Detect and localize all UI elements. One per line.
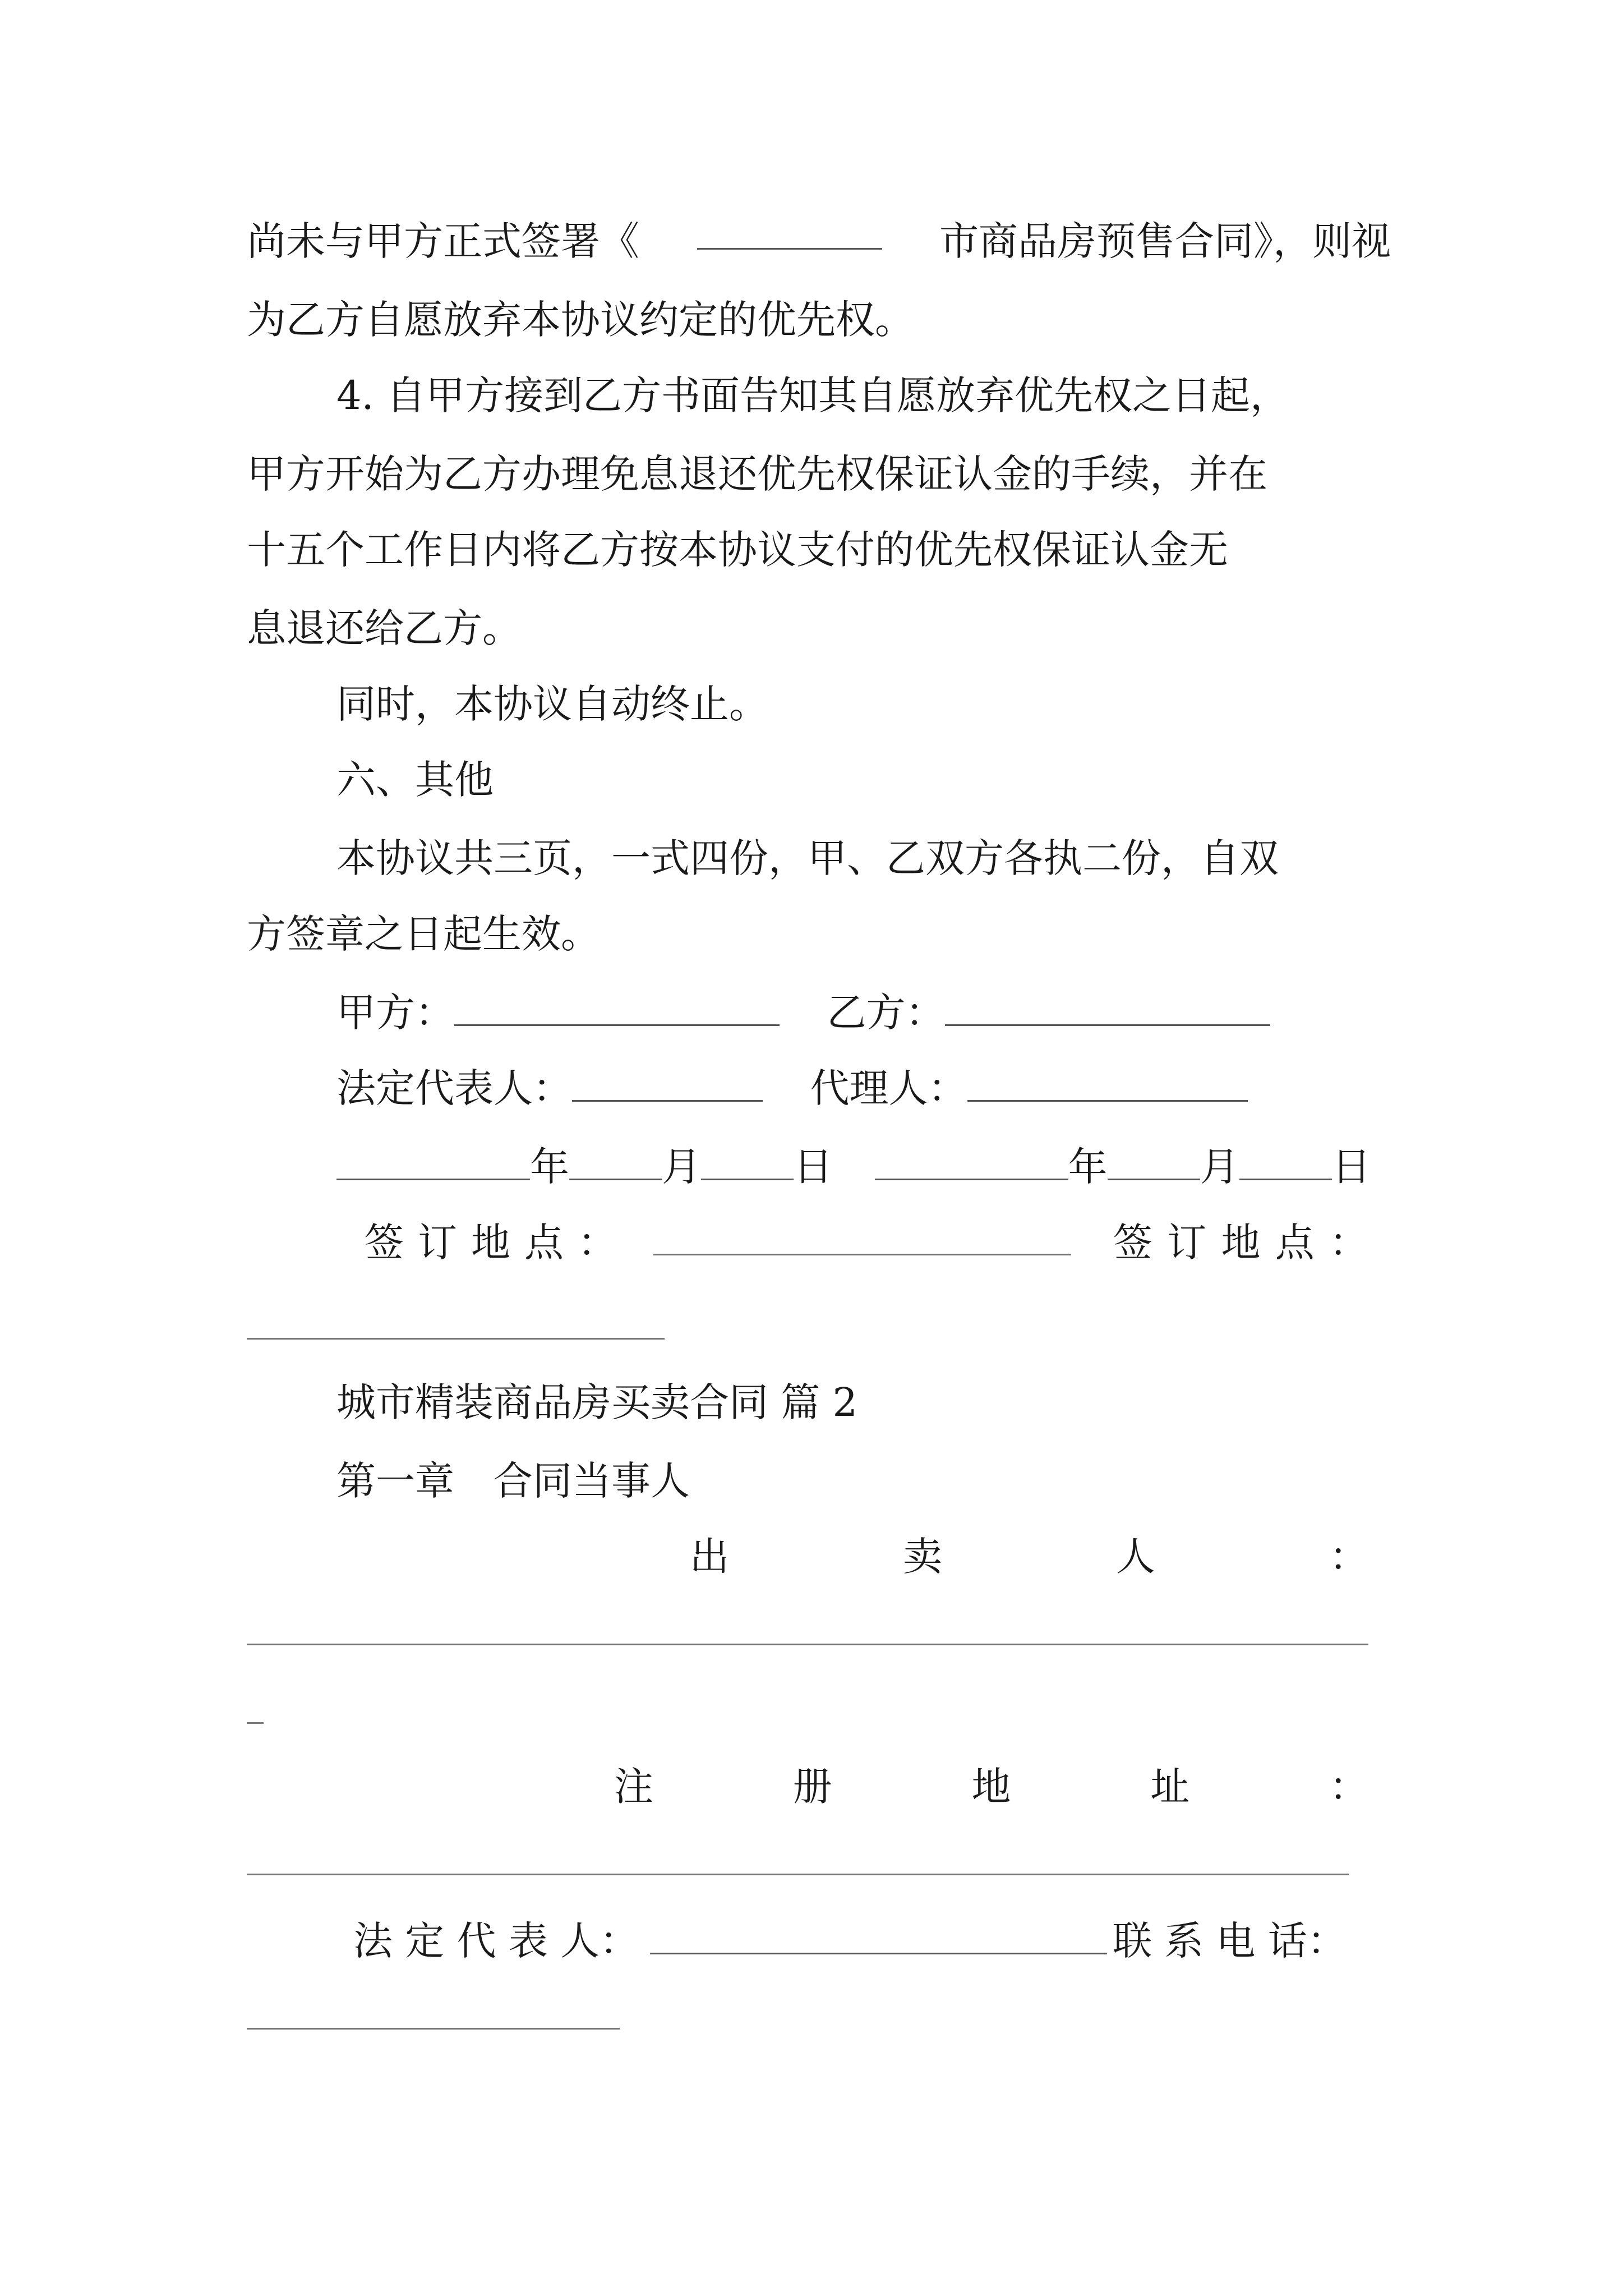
agent-label: 代理人：: [810, 1065, 967, 1111]
char: 订: [418, 1220, 457, 1266]
legal-rep-phone-row: [353, 1913, 1347, 1969]
chapter-heading: 第一章 合同当事人: [336, 1458, 690, 1504]
text-segment: 尚未与甲方正式签署《: [247, 218, 639, 264]
signature-parties-row: [336, 984, 1270, 1041]
paragraph-line: 十五个工作日内将乙方按本协议支付的优先权保证认金无: [247, 527, 1228, 573]
phone-label: 联 系 电 话：: [1113, 1918, 1347, 1964]
month-label: 月: [662, 1144, 701, 1190]
char: 地: [1221, 1220, 1261, 1266]
seller-label: [690, 1529, 1368, 1585]
char: 卖: [903, 1534, 942, 1580]
paragraph-line: 甲方开始为乙方办理免息退还优先权保证认金的手续，并在: [247, 451, 1267, 497]
party-a-label: 甲方：: [336, 990, 454, 1036]
year-label: 年: [530, 1144, 569, 1190]
char: 出: [690, 1534, 729, 1580]
char: 点: [524, 1220, 564, 1266]
party-a-blank: [454, 990, 780, 1026]
text-segment: 市商品房预售合同》，则视: [939, 218, 1391, 264]
char: 地: [471, 1220, 510, 1266]
day-blank: [701, 1144, 794, 1180]
day-blank: [1239, 1144, 1332, 1180]
registered-address-label: [614, 1759, 1368, 1815]
char: 签: [365, 1220, 404, 1266]
paragraph-line: 本协议共三页，一式四份，甲、乙双方各执二份，自双: [336, 835, 1279, 881]
legal-rep-label: 法 定 代 表 人：: [353, 1918, 639, 1964]
party-b-blank: [945, 990, 1270, 1026]
month-label: 月: [1200, 1144, 1239, 1190]
signing-place-label: [365, 1214, 617, 1271]
char: ：: [578, 1220, 617, 1266]
char: 注: [614, 1764, 653, 1810]
phone-blank: [247, 2028, 620, 2030]
seller-blank: [247, 1644, 1368, 1645]
legal-rep-blank: [650, 1918, 1107, 1954]
day-label: 日: [1331, 1144, 1371, 1190]
paragraph-line: 同时，本协议自动终止。: [336, 681, 768, 727]
signing-place-blank-continued: [247, 1338, 665, 1340]
paragraph-line: 4. 自甲方接到乙方书面告知其自愿放弃优先权之日起，: [336, 372, 1290, 418]
char: 点: [1275, 1220, 1315, 1266]
blank-line: [697, 213, 882, 250]
legal-rep-blank: [572, 1065, 763, 1102]
signature-reps-row: [336, 1060, 1248, 1116]
paragraph-line: 为乙方自愿放弃本协议约定的优先权。: [247, 297, 914, 343]
month-blank: [1108, 1144, 1200, 1180]
month-blank: [569, 1144, 662, 1180]
paragraph-line: [247, 213, 1391, 269]
registered-address-blank: [247, 1874, 1349, 1875]
contract-title: 城市精装商品房买卖合同 篇 2: [336, 1379, 858, 1425]
char: ：: [1329, 1764, 1368, 1810]
legal-rep-label: 法定代表人：: [336, 1065, 572, 1111]
char: 人: [1116, 1534, 1155, 1580]
day-label: 日: [794, 1144, 833, 1190]
paragraph-line: 息退还给乙方。: [247, 605, 522, 651]
char: 签: [1113, 1220, 1152, 1266]
char: 地: [971, 1764, 1011, 1810]
signing-place-label: [1113, 1214, 1368, 1271]
char: 订: [1167, 1220, 1207, 1266]
signature-dates-row: [336, 1139, 1371, 1195]
year-label: 年: [1068, 1144, 1108, 1190]
char: 册: [792, 1764, 832, 1810]
year-blank: [875, 1144, 1068, 1180]
char: 址: [1150, 1764, 1190, 1810]
seller-blank-continued: [247, 1722, 264, 1724]
party-b-label: 乙方：: [827, 990, 945, 1036]
signing-place-blank: [653, 1254, 1071, 1255]
agent-blank: [967, 1065, 1248, 1102]
char: ：: [1329, 1534, 1368, 1580]
section-heading: 六、其他: [336, 757, 494, 803]
char: ：: [1329, 1220, 1368, 1266]
year-blank: [336, 1144, 530, 1180]
paragraph-line: 方签章之日起生效。: [247, 911, 600, 957]
